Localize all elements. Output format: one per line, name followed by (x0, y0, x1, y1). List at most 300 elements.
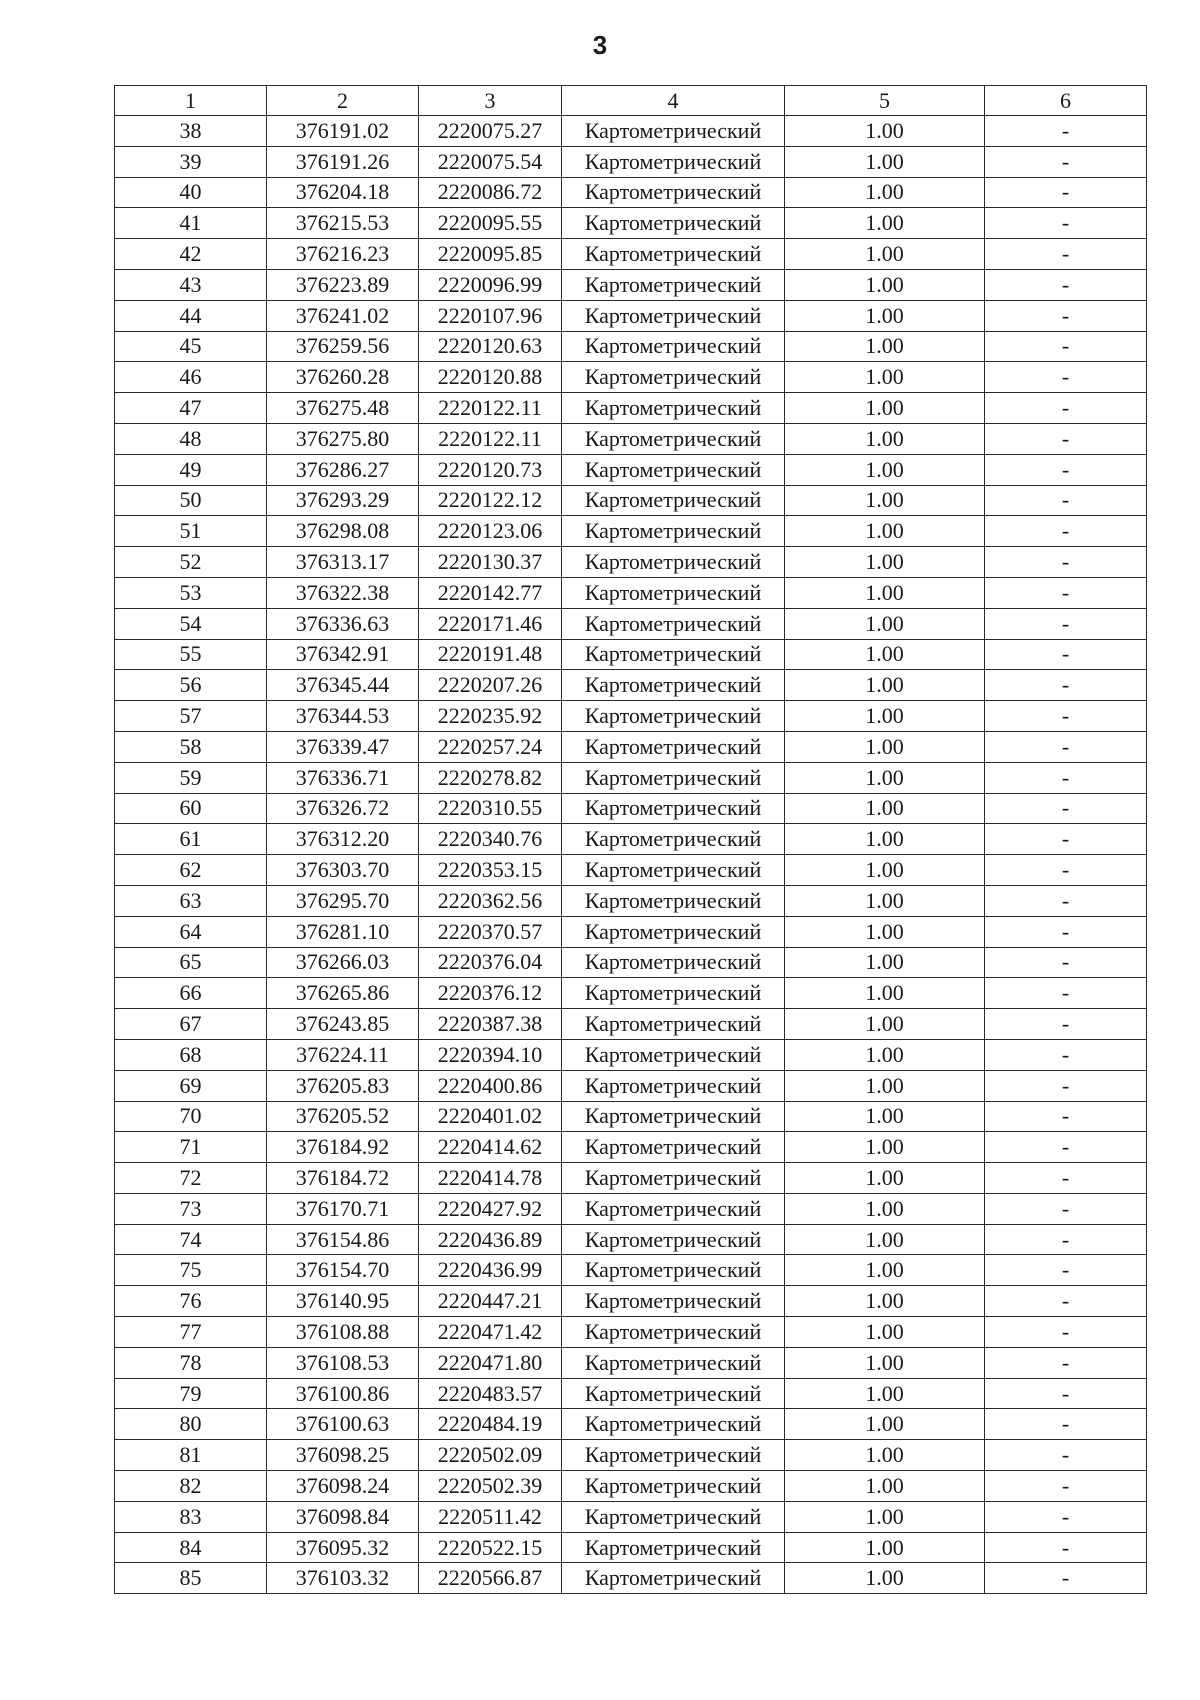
accuracy-cell: 1.00 (785, 947, 985, 978)
method-cell: Картометрический (562, 1378, 785, 1409)
x-coordinate-cell: 376108.53 (267, 1347, 419, 1378)
x-coordinate-cell: 376322.38 (267, 577, 419, 608)
method-cell: Картометрический (562, 824, 785, 855)
method-cell: Картометрический (562, 1471, 785, 1502)
accuracy-cell: 1.00 (785, 978, 985, 1009)
method-cell: Картометрический (562, 362, 785, 393)
table-row (115, 701, 1147, 732)
method-cell: Картометрический (562, 1009, 785, 1040)
accuracy-cell: 1.00 (785, 1440, 985, 1471)
point-number-cell: 64 (115, 916, 267, 947)
description-cell: - (985, 947, 1147, 978)
accuracy-cell: 1.00 (785, 1070, 985, 1101)
y-coordinate-cell: 2220471.42 (419, 1317, 562, 1348)
description-cell: - (985, 423, 1147, 454)
accuracy-cell: 1.00 (785, 855, 985, 886)
accuracy-cell: 1.00 (785, 608, 985, 639)
y-coordinate-cell: 2220353.15 (419, 855, 562, 886)
x-coordinate-cell: 376342.91 (267, 639, 419, 670)
table-row (115, 1409, 1147, 1440)
point-number-cell: 60 (115, 793, 267, 824)
accuracy-cell: 1.00 (785, 762, 985, 793)
x-coordinate-cell: 376313.17 (267, 547, 419, 578)
column-header: 5 (785, 86, 985, 116)
description-cell: - (985, 639, 1147, 670)
accuracy-cell: 1.00 (785, 639, 985, 670)
table-row (115, 269, 1147, 300)
point-number-cell: 56 (115, 670, 267, 701)
x-coordinate-cell: 376281.10 (267, 916, 419, 947)
accuracy-cell: 1.00 (785, 1501, 985, 1532)
table-row (115, 639, 1147, 670)
description-cell: - (985, 577, 1147, 608)
description-cell: - (985, 269, 1147, 300)
method-cell: Картометрический (562, 516, 785, 547)
accuracy-cell: 1.00 (785, 1132, 985, 1163)
point-number-cell: 79 (115, 1378, 267, 1409)
x-coordinate-cell: 376265.86 (267, 978, 419, 1009)
point-number-cell: 44 (115, 300, 267, 331)
method-cell: Картометрический (562, 1563, 785, 1594)
description-cell: - (985, 208, 1147, 239)
y-coordinate-cell: 2220483.57 (419, 1378, 562, 1409)
table-row (115, 577, 1147, 608)
method-cell: Картометрический (562, 300, 785, 331)
accuracy-cell: 1.00 (785, 1224, 985, 1255)
point-number-cell: 71 (115, 1132, 267, 1163)
y-coordinate-cell: 2220400.86 (419, 1070, 562, 1101)
x-coordinate-cell: 376303.70 (267, 855, 419, 886)
accuracy-cell: 1.00 (785, 1193, 985, 1224)
description-cell: - (985, 824, 1147, 855)
point-number-cell: 52 (115, 547, 267, 578)
x-coordinate-cell: 376345.44 (267, 670, 419, 701)
x-coordinate-cell: 376344.53 (267, 701, 419, 732)
x-coordinate-cell: 376216.23 (267, 239, 419, 270)
table-row (115, 1317, 1147, 1348)
description-cell: - (985, 731, 1147, 762)
y-coordinate-cell: 2220086.72 (419, 177, 562, 208)
description-cell: - (985, 1039, 1147, 1070)
table-row (115, 885, 1147, 916)
description-cell: - (985, 1286, 1147, 1317)
description-cell: - (985, 1070, 1147, 1101)
method-cell: Картометрический (562, 547, 785, 578)
x-coordinate-cell: 376170.71 (267, 1193, 419, 1224)
table-row (115, 208, 1147, 239)
x-coordinate-cell: 376205.83 (267, 1070, 419, 1101)
x-coordinate-cell: 376223.89 (267, 269, 419, 300)
x-coordinate-cell: 376293.29 (267, 485, 419, 516)
y-coordinate-cell: 2220122.11 (419, 423, 562, 454)
point-number-cell: 47 (115, 393, 267, 424)
method-cell: Картометрический (562, 793, 785, 824)
accuracy-cell: 1.00 (785, 485, 985, 516)
method-cell: Картометрический (562, 239, 785, 270)
method-cell: Картометрический (562, 331, 785, 362)
description-cell: - (985, 116, 1147, 147)
accuracy-cell: 1.00 (785, 1101, 985, 1132)
description-cell: - (985, 1255, 1147, 1286)
y-coordinate-cell: 2220096.99 (419, 269, 562, 300)
y-coordinate-cell: 2220376.04 (419, 947, 562, 978)
y-coordinate-cell: 2220310.55 (419, 793, 562, 824)
table-row (115, 1347, 1147, 1378)
method-cell: Картометрический (562, 1039, 785, 1070)
y-coordinate-cell: 2220436.89 (419, 1224, 562, 1255)
table-row (115, 146, 1147, 177)
table-row (115, 793, 1147, 824)
coordinates-table (114, 85, 1147, 1594)
method-cell: Картометрический (562, 116, 785, 147)
y-coordinate-cell: 2220207.26 (419, 670, 562, 701)
point-number-cell: 80 (115, 1409, 267, 1440)
accuracy-cell: 1.00 (785, 1347, 985, 1378)
y-coordinate-cell: 2220370.57 (419, 916, 562, 947)
method-cell: Картометрический (562, 947, 785, 978)
point-number-cell: 74 (115, 1224, 267, 1255)
table-row (115, 1532, 1147, 1563)
table-row (115, 239, 1147, 270)
y-coordinate-cell: 2220362.56 (419, 885, 562, 916)
table-row (115, 1070, 1147, 1101)
point-number-cell: 39 (115, 146, 267, 177)
table-row (115, 1132, 1147, 1163)
accuracy-cell: 1.00 (785, 116, 985, 147)
table-row (115, 1501, 1147, 1532)
point-number-cell: 67 (115, 1009, 267, 1040)
method-cell: Картометрический (562, 577, 785, 608)
accuracy-cell: 1.00 (785, 423, 985, 454)
point-number-cell: 63 (115, 885, 267, 916)
point-number-cell: 40 (115, 177, 267, 208)
table-row (115, 393, 1147, 424)
x-coordinate-cell: 376275.48 (267, 393, 419, 424)
method-cell: Картометрический (562, 1224, 785, 1255)
point-number-cell: 50 (115, 485, 267, 516)
method-cell: Картометрический (562, 1532, 785, 1563)
accuracy-cell: 1.00 (785, 300, 985, 331)
accuracy-cell: 1.00 (785, 731, 985, 762)
table-row (115, 1255, 1147, 1286)
column-header: 4 (562, 86, 785, 116)
method-cell: Картометрический (562, 639, 785, 670)
y-coordinate-cell: 2220522.15 (419, 1532, 562, 1563)
point-number-cell: 66 (115, 978, 267, 1009)
description-cell: - (985, 1224, 1147, 1255)
table-row (115, 978, 1147, 1009)
description-cell: - (985, 1347, 1147, 1378)
method-cell: Картометрический (562, 916, 785, 947)
x-coordinate-cell: 376184.72 (267, 1163, 419, 1194)
description-cell: - (985, 362, 1147, 393)
y-coordinate-cell: 2220120.63 (419, 331, 562, 362)
x-coordinate-cell: 376260.28 (267, 362, 419, 393)
description-cell: - (985, 485, 1147, 516)
accuracy-cell: 1.00 (785, 1163, 985, 1194)
point-number-cell: 59 (115, 762, 267, 793)
y-coordinate-cell: 2220484.19 (419, 1409, 562, 1440)
page-number: 3 (592, 30, 608, 60)
table-row (115, 1039, 1147, 1070)
y-coordinate-cell: 2220340.76 (419, 824, 562, 855)
table-row (115, 300, 1147, 331)
y-coordinate-cell: 2220387.38 (419, 1009, 562, 1040)
point-number-cell: 77 (115, 1317, 267, 1348)
table-row (115, 916, 1147, 947)
accuracy-cell: 1.00 (785, 701, 985, 732)
y-coordinate-cell: 2220075.54 (419, 146, 562, 177)
method-cell: Картометрический (562, 1440, 785, 1471)
y-coordinate-cell: 2220120.73 (419, 454, 562, 485)
accuracy-cell: 1.00 (785, 269, 985, 300)
column-header: 1 (115, 86, 267, 116)
accuracy-cell: 1.00 (785, 331, 985, 362)
table-row (115, 762, 1147, 793)
point-number-cell: 75 (115, 1255, 267, 1286)
description-cell: - (985, 1409, 1147, 1440)
method-cell: Картометрический (562, 762, 785, 793)
accuracy-cell: 1.00 (785, 393, 985, 424)
x-coordinate-cell: 376336.63 (267, 608, 419, 639)
x-coordinate-cell: 376298.08 (267, 516, 419, 547)
table-row (115, 731, 1147, 762)
x-coordinate-cell: 376259.56 (267, 331, 419, 362)
point-number-cell: 81 (115, 1440, 267, 1471)
point-number-cell: 41 (115, 208, 267, 239)
method-cell: Картометрический (562, 1101, 785, 1132)
x-coordinate-cell: 376339.47 (267, 731, 419, 762)
accuracy-cell: 1.00 (785, 208, 985, 239)
y-coordinate-cell: 2220502.39 (419, 1471, 562, 1502)
point-number-cell: 72 (115, 1163, 267, 1194)
method-cell: Картометрический (562, 670, 785, 701)
method-cell: Картометрический (562, 608, 785, 639)
x-coordinate-cell: 376266.03 (267, 947, 419, 978)
column-header: 2 (267, 86, 419, 116)
x-coordinate-cell: 376241.02 (267, 300, 419, 331)
accuracy-cell: 1.00 (785, 146, 985, 177)
description-cell: - (985, 793, 1147, 824)
y-coordinate-cell: 2220075.27 (419, 116, 562, 147)
y-coordinate-cell: 2220130.37 (419, 547, 562, 578)
accuracy-cell: 1.00 (785, 1532, 985, 1563)
point-number-cell: 49 (115, 454, 267, 485)
x-coordinate-cell: 376275.80 (267, 423, 419, 454)
description-cell: - (985, 177, 1147, 208)
y-coordinate-cell: 2220471.80 (419, 1347, 562, 1378)
accuracy-cell: 1.00 (785, 670, 985, 701)
table-row (115, 516, 1147, 547)
description-cell: - (985, 1163, 1147, 1194)
description-cell: - (985, 978, 1147, 1009)
y-coordinate-cell: 2220566.87 (419, 1563, 562, 1594)
y-coordinate-cell: 2220414.78 (419, 1163, 562, 1194)
description-cell: - (985, 516, 1147, 547)
method-cell: Картометрический (562, 1501, 785, 1532)
description-cell: - (985, 1501, 1147, 1532)
x-coordinate-cell: 376103.32 (267, 1563, 419, 1594)
x-coordinate-cell: 376154.70 (267, 1255, 419, 1286)
accuracy-cell: 1.00 (785, 1471, 985, 1502)
point-number-cell: 76 (115, 1286, 267, 1317)
accuracy-cell: 1.00 (785, 916, 985, 947)
y-coordinate-cell: 2220447.21 (419, 1286, 562, 1317)
description-cell: - (985, 762, 1147, 793)
method-cell: Картометрический (562, 454, 785, 485)
method-cell: Картометрический (562, 1286, 785, 1317)
method-cell: Картометрический (562, 1255, 785, 1286)
point-number-cell: 54 (115, 608, 267, 639)
x-coordinate-cell: 376100.86 (267, 1378, 419, 1409)
description-cell: - (985, 547, 1147, 578)
point-number-cell: 58 (115, 731, 267, 762)
table-header-row (115, 86, 1147, 116)
description-cell: - (985, 1132, 1147, 1163)
method-cell: Картометрический (562, 885, 785, 916)
x-coordinate-cell: 376224.11 (267, 1039, 419, 1070)
description-cell: - (985, 855, 1147, 886)
point-number-cell: 45 (115, 331, 267, 362)
method-cell: Картометрический (562, 731, 785, 762)
accuracy-cell: 1.00 (785, 1039, 985, 1070)
description-cell: - (985, 239, 1147, 270)
y-coordinate-cell: 2220427.92 (419, 1193, 562, 1224)
column-header: 6 (985, 86, 1147, 116)
table-row (115, 331, 1147, 362)
x-coordinate-cell: 376312.20 (267, 824, 419, 855)
y-coordinate-cell: 2220436.99 (419, 1255, 562, 1286)
method-cell: Картометрический (562, 146, 785, 177)
description-cell: - (985, 331, 1147, 362)
x-coordinate-cell: 376108.88 (267, 1317, 419, 1348)
x-coordinate-cell: 376154.86 (267, 1224, 419, 1255)
y-coordinate-cell: 2220122.12 (419, 485, 562, 516)
method-cell: Картометрический (562, 1317, 785, 1348)
description-cell: - (985, 885, 1147, 916)
point-number-cell: 38 (115, 116, 267, 147)
accuracy-cell: 1.00 (785, 885, 985, 916)
x-coordinate-cell: 376100.63 (267, 1409, 419, 1440)
table-row (115, 1563, 1147, 1594)
x-coordinate-cell: 376098.25 (267, 1440, 419, 1471)
table-row (115, 1163, 1147, 1194)
x-coordinate-cell: 376098.24 (267, 1471, 419, 1502)
point-number-cell: 84 (115, 1532, 267, 1563)
table-row (115, 1101, 1147, 1132)
y-coordinate-cell: 2220414.62 (419, 1132, 562, 1163)
table-row (115, 1009, 1147, 1040)
method-cell: Картометрический (562, 208, 785, 239)
table-row (115, 1378, 1147, 1409)
method-cell: Картометрический (562, 423, 785, 454)
y-coordinate-cell: 2220171.46 (419, 608, 562, 639)
table-row (115, 362, 1147, 393)
point-number-cell: 53 (115, 577, 267, 608)
point-number-cell: 70 (115, 1101, 267, 1132)
description-cell: - (985, 1471, 1147, 1502)
x-coordinate-cell: 376191.26 (267, 146, 419, 177)
x-coordinate-cell: 376205.52 (267, 1101, 419, 1132)
y-coordinate-cell: 2220107.96 (419, 300, 562, 331)
point-number-cell: 43 (115, 269, 267, 300)
accuracy-cell: 1.00 (785, 1563, 985, 1594)
table-row (115, 608, 1147, 639)
y-coordinate-cell: 2220376.12 (419, 978, 562, 1009)
description-cell: - (985, 1378, 1147, 1409)
description-cell: - (985, 1440, 1147, 1471)
y-coordinate-cell: 2220191.48 (419, 639, 562, 670)
y-coordinate-cell: 2220394.10 (419, 1039, 562, 1070)
accuracy-cell: 1.00 (785, 1255, 985, 1286)
y-coordinate-cell: 2220278.82 (419, 762, 562, 793)
description-cell: - (985, 1101, 1147, 1132)
description-cell: - (985, 916, 1147, 947)
description-cell: - (985, 393, 1147, 424)
description-cell: - (985, 300, 1147, 331)
point-number-cell: 48 (115, 423, 267, 454)
x-coordinate-cell: 376286.27 (267, 454, 419, 485)
point-number-cell: 69 (115, 1070, 267, 1101)
method-cell: Картометрический (562, 177, 785, 208)
x-coordinate-cell: 376336.71 (267, 762, 419, 793)
accuracy-cell: 1.00 (785, 577, 985, 608)
y-coordinate-cell: 2220122.11 (419, 393, 562, 424)
y-coordinate-cell: 2220120.88 (419, 362, 562, 393)
method-cell: Картометрический (562, 1193, 785, 1224)
table-row (115, 423, 1147, 454)
point-number-cell: 62 (115, 855, 267, 886)
accuracy-cell: 1.00 (785, 177, 985, 208)
accuracy-cell: 1.00 (785, 239, 985, 270)
point-number-cell: 65 (115, 947, 267, 978)
y-coordinate-cell: 2220502.09 (419, 1440, 562, 1471)
x-coordinate-cell: 376184.92 (267, 1132, 419, 1163)
accuracy-cell: 1.00 (785, 516, 985, 547)
description-cell: - (985, 701, 1147, 732)
table-row (115, 1440, 1147, 1471)
x-coordinate-cell: 376326.72 (267, 793, 419, 824)
point-number-cell: 55 (115, 639, 267, 670)
accuracy-cell: 1.00 (785, 824, 985, 855)
table-row (115, 547, 1147, 578)
y-coordinate-cell: 2220095.85 (419, 239, 562, 270)
point-number-cell: 61 (115, 824, 267, 855)
description-cell: - (985, 454, 1147, 485)
table-row (115, 485, 1147, 516)
table-body (115, 116, 1147, 1594)
table-row (115, 454, 1147, 485)
accuracy-cell: 1.00 (785, 454, 985, 485)
description-cell: - (985, 1317, 1147, 1348)
description-cell: - (985, 670, 1147, 701)
point-number-cell: 82 (115, 1471, 267, 1502)
table-row (115, 1286, 1147, 1317)
description-cell: - (985, 146, 1147, 177)
accuracy-cell: 1.00 (785, 1286, 985, 1317)
point-number-cell: 57 (115, 701, 267, 732)
accuracy-cell: 1.00 (785, 1009, 985, 1040)
method-cell: Картометрический (562, 1409, 785, 1440)
point-number-cell: 83 (115, 1501, 267, 1532)
method-cell: Картометрический (562, 269, 785, 300)
method-cell: Картометрический (562, 485, 785, 516)
method-cell: Картометрический (562, 701, 785, 732)
table-row (115, 670, 1147, 701)
point-number-cell: 85 (115, 1563, 267, 1594)
x-coordinate-cell: 376295.70 (267, 885, 419, 916)
x-coordinate-cell: 376215.53 (267, 208, 419, 239)
